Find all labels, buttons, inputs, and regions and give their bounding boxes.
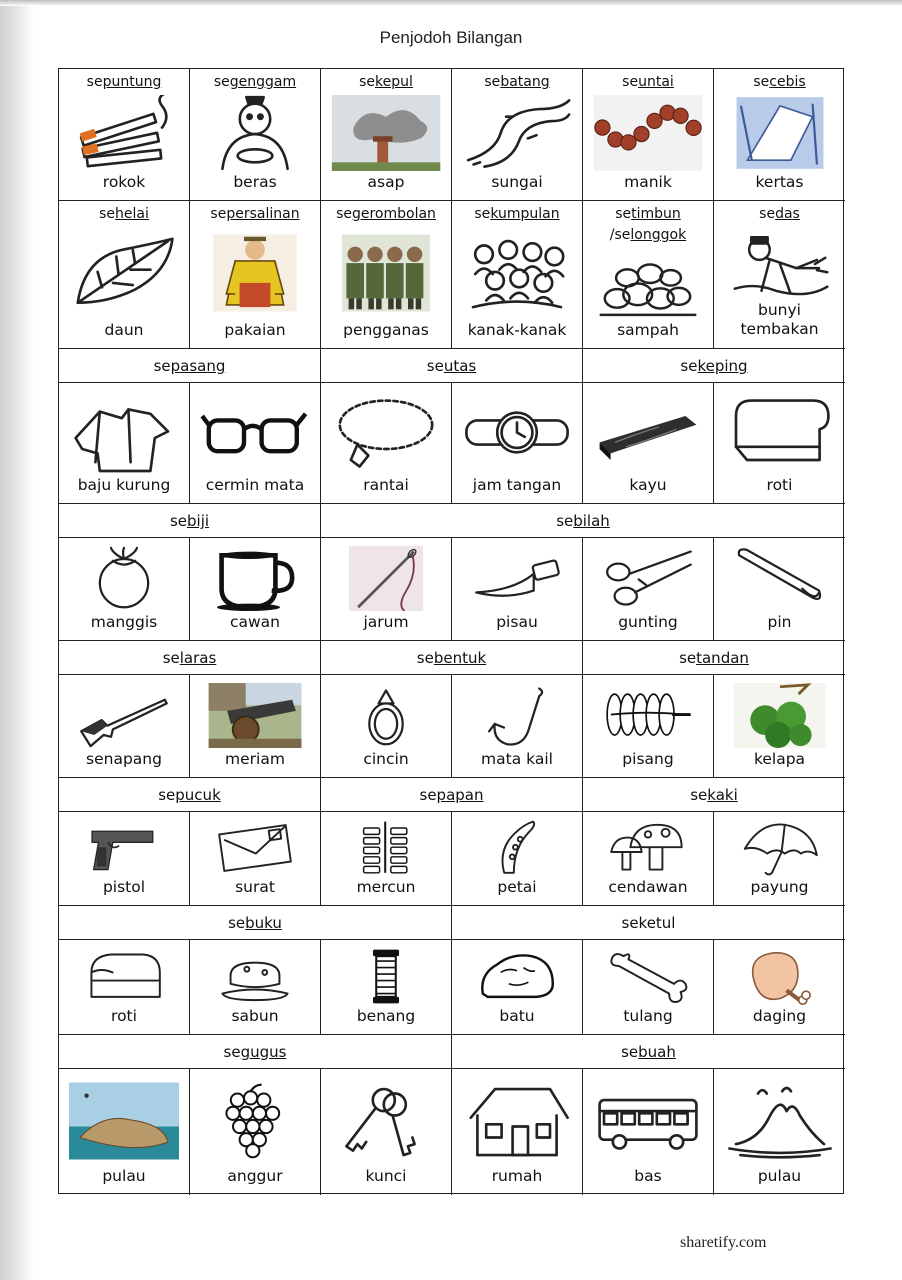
item-cell	[321, 201, 452, 349]
item-cell	[321, 538, 452, 641]
beads-icon	[594, 95, 703, 175]
classifier-table	[58, 68, 844, 1194]
item-word: sabun	[231, 1007, 279, 1025]
item-cell	[190, 69, 321, 201]
classifier-prefix: se	[622, 74, 639, 90]
classifier-header	[59, 504, 321, 538]
cannon-icon	[209, 683, 302, 752]
meat-icon	[739, 948, 820, 1009]
knife-icon	[471, 546, 564, 615]
cup-icon	[209, 546, 302, 615]
classifier-root: bentuk	[433, 649, 487, 667]
classifier-root: persalinan	[226, 206, 300, 222]
item-cell	[59, 812, 190, 906]
item-word: baju kurung	[77, 476, 171, 494]
item-cell	[714, 812, 845, 906]
item-cell	[583, 675, 714, 778]
classifier-prefix: se	[228, 914, 246, 932]
item-cell	[714, 940, 845, 1035]
classifier-root: biji	[187, 512, 210, 530]
petai-icon	[477, 820, 557, 880]
item-cell	[583, 940, 714, 1035]
mangosteen-icon	[78, 546, 171, 615]
classifier-header	[583, 778, 845, 812]
gunfire-icon	[728, 227, 831, 303]
classifier-root: pucuk	[175, 786, 221, 804]
item-cell	[190, 1069, 321, 1195]
classifier-prefix: se	[158, 786, 176, 804]
item-word: beras	[233, 173, 277, 191]
pistol-icon	[84, 820, 164, 880]
watch-icon	[462, 391, 572, 478]
item-word: cermin mata	[205, 476, 305, 494]
item-cell	[583, 1069, 714, 1195]
page-edge-shadow	[0, 0, 34, 1280]
classifier-prefix: se	[556, 512, 574, 530]
classifier-prefix: se	[153, 357, 171, 375]
item-word-line2: tembakan	[740, 319, 819, 338]
classifier-prefix: /se	[609, 227, 631, 243]
item-cell	[321, 383, 452, 504]
item-word: pisang	[622, 750, 674, 768]
item-word: kayu	[629, 476, 667, 494]
classifier-label	[190, 74, 320, 90]
ring-icon	[340, 683, 433, 752]
classifier-prefix: se	[680, 357, 698, 375]
classifier-root: cebis	[769, 74, 806, 90]
item-word: surat	[235, 878, 275, 896]
item-word: tulang	[623, 1007, 673, 1025]
classifier-label	[714, 206, 845, 222]
item-word: kunci	[365, 1167, 407, 1185]
item-cell	[59, 940, 190, 1035]
item-word: pin	[767, 613, 792, 631]
baju-kurung-icon	[69, 391, 179, 478]
envelope-icon	[215, 820, 295, 880]
rice-eater-icon	[201, 95, 310, 175]
classifier-root: keping	[697, 357, 748, 375]
item-word: jam tangan	[472, 476, 562, 494]
classifier-prefix: se	[169, 512, 187, 530]
classifier-label	[714, 74, 845, 90]
item-cell	[714, 538, 845, 641]
item-word: mata kail	[481, 750, 553, 768]
item-word: anggur	[227, 1167, 283, 1185]
item-word: gunting	[618, 613, 678, 631]
classifier-root: kepul	[375, 74, 413, 90]
needle-icon	[340, 546, 433, 615]
item-cell	[190, 812, 321, 906]
classifier-label	[321, 74, 451, 90]
classifier-header	[452, 906, 845, 940]
classifier-root: buku	[245, 914, 282, 932]
item-cell	[59, 538, 190, 641]
item-word: benang	[356, 1007, 416, 1025]
classifier-prefix: se	[759, 206, 776, 222]
classifier-root: pasang	[170, 357, 226, 375]
item-cell	[452, 1069, 583, 1195]
item-cell	[583, 538, 714, 641]
classifier-prefix: se	[223, 1043, 241, 1061]
umbrella-icon	[740, 820, 820, 880]
item-cell	[321, 1069, 452, 1195]
item-word: payung	[750, 878, 809, 896]
gang-icon	[331, 227, 441, 323]
classifier-prefix: se	[690, 786, 708, 804]
scissors-icon	[602, 546, 695, 615]
bread-slice-icon	[725, 391, 835, 478]
item-word: kertas	[755, 173, 804, 191]
classifier-prefix: se	[419, 786, 437, 804]
house-icon	[462, 1077, 572, 1169]
classifier-root: das	[775, 206, 800, 222]
item-word: roti	[111, 1007, 137, 1025]
item-cell	[714, 675, 845, 778]
classifier-root: gugus	[240, 1043, 287, 1061]
bone-icon	[607, 948, 688, 1009]
item-word: pisau	[496, 613, 538, 631]
classifier-prefix: se	[86, 74, 103, 90]
item-word: cincin	[363, 750, 409, 768]
classifier-label	[59, 74, 189, 90]
thread-spool-icon	[345, 948, 426, 1009]
item-cell	[452, 538, 583, 641]
item-cell	[452, 675, 583, 778]
item-cell	[714, 383, 845, 504]
item-word: sungai	[491, 173, 543, 191]
item-cell	[321, 69, 452, 201]
item-word: kelapa	[753, 750, 806, 768]
classifier-root: kumpulan	[490, 206, 560, 222]
paper-scrap-icon	[725, 95, 834, 175]
classifier-label	[583, 206, 713, 222]
item-word: rokok	[102, 173, 146, 191]
item-word: petai	[497, 878, 537, 896]
classifier-root: timbun	[631, 206, 681, 222]
item-cell	[452, 69, 583, 201]
item-word: daun	[104, 321, 144, 339]
item-word: pengganas	[343, 321, 429, 339]
classifier-prefix: se	[162, 649, 180, 667]
item-word: meriam	[225, 750, 285, 768]
item-cell	[190, 201, 321, 349]
smoke-icon	[332, 95, 441, 175]
classifier-root: puntung	[102, 74, 162, 90]
item-cell	[190, 383, 321, 504]
classifier-root: gerombolan	[351, 206, 436, 222]
classifier-prefix: se	[336, 206, 352, 222]
classifier-label	[583, 74, 713, 90]
page-top-shadow	[0, 0, 902, 6]
banana-bunch-icon	[602, 683, 695, 752]
wood-plank-icon	[593, 391, 703, 478]
classifier-root: genggam	[229, 74, 297, 90]
item-cell	[452, 383, 583, 504]
item-cell	[583, 812, 714, 906]
classifier-prefix: se	[484, 74, 501, 90]
item-word: pulau	[757, 1167, 802, 1185]
item-cell	[452, 201, 583, 349]
item-word: mercun	[356, 878, 416, 896]
classifier-root: papan	[436, 786, 484, 804]
classifier-prefix: se	[474, 206, 491, 222]
classifier-header	[59, 641, 321, 675]
classifier-root: buah	[638, 1043, 676, 1061]
classifier-header	[321, 504, 845, 538]
item-cell	[59, 69, 190, 201]
mushroom-icon	[608, 820, 688, 880]
classifier-root: untai	[638, 74, 674, 90]
item-word: pistol	[102, 878, 146, 896]
classifier-prefix: se	[753, 74, 770, 90]
coconut-icon	[733, 683, 826, 752]
classifier-label: seketul	[621, 914, 676, 932]
classifier-label	[190, 206, 320, 222]
classifier-prefix: se	[99, 206, 116, 222]
classifier-root: tandan	[696, 649, 749, 667]
classifier-header	[583, 349, 845, 383]
item-cell	[452, 812, 583, 906]
classifier-prefix: se	[679, 649, 697, 667]
classifier-label-alt	[583, 227, 713, 243]
classifier-prefix: se	[426, 357, 444, 375]
item-word: manik	[624, 173, 672, 191]
glasses-icon	[200, 391, 310, 478]
item-word: cendawan	[608, 878, 688, 896]
item-cell	[714, 201, 845, 349]
classifier-root: bilah	[573, 512, 610, 530]
classifier-root: batang	[500, 74, 550, 90]
classifier-root: helai	[115, 206, 149, 222]
item-word: pakaian	[224, 321, 286, 339]
classifier-root: kaki	[707, 786, 738, 804]
island-photo-icon	[69, 1077, 179, 1169]
item-word: manggis	[90, 613, 158, 631]
item-cell	[59, 383, 190, 504]
item-cell	[59, 675, 190, 778]
item-word: bunyi tembakan	[740, 301, 819, 338]
item-cell	[583, 201, 714, 349]
classifier-label	[321, 206, 451, 222]
classifier-root: laras	[179, 649, 217, 667]
rifle-icon	[78, 683, 171, 752]
classifier-prefix: se	[615, 206, 632, 222]
classifier-header	[321, 641, 583, 675]
classifier-header	[321, 778, 583, 812]
item-word: bas	[634, 1167, 662, 1185]
classifier-label	[452, 206, 582, 222]
item-cell	[321, 812, 452, 906]
item-cell	[452, 940, 583, 1035]
classifier-header	[583, 641, 845, 675]
item-word: jarum	[363, 613, 409, 631]
classifier-header	[59, 1035, 452, 1069]
island-icon	[725, 1077, 835, 1169]
item-cell	[583, 69, 714, 201]
cigarettes-icon	[70, 95, 179, 175]
soap-icon	[214, 948, 295, 1009]
classifier-prefix: se	[213, 74, 230, 90]
item-word: rantai	[363, 476, 409, 494]
classifier-root: utas	[443, 357, 477, 375]
item-cell	[714, 69, 845, 201]
item-cell	[190, 940, 321, 1035]
item-cell	[583, 383, 714, 504]
item-word: daging	[752, 1007, 807, 1025]
classifier-header	[59, 778, 321, 812]
firecracker-icon	[346, 820, 426, 880]
rock-icon	[476, 948, 557, 1009]
page-title: Penjodoh Bilangan	[379, 28, 523, 47]
classifier-root: longgok	[630, 227, 687, 243]
item-word: rumah	[491, 1167, 543, 1185]
classifier-header	[321, 349, 583, 383]
item-word: cawan	[229, 613, 281, 631]
item-cell	[190, 675, 321, 778]
classifier-header	[59, 349, 321, 383]
item-cell	[59, 1069, 190, 1195]
classifier-header	[59, 906, 452, 940]
item-cell	[321, 675, 452, 778]
item-word: asap	[367, 173, 405, 191]
bread-loaf-icon	[83, 948, 164, 1009]
classifier-prefix: se	[621, 1043, 639, 1061]
classifier-prefix: se	[359, 74, 376, 90]
item-word: sampah	[617, 321, 679, 339]
children-icon	[462, 227, 572, 323]
chain-icon	[331, 391, 441, 478]
leaf-icon	[69, 227, 179, 323]
classifier-prefix: se	[416, 649, 434, 667]
item-cell	[190, 538, 321, 641]
grapes-icon	[200, 1077, 310, 1169]
bus-icon	[593, 1077, 703, 1169]
item-cell	[59, 201, 190, 349]
item-word: senapang	[86, 750, 162, 768]
item-word: pulau	[102, 1167, 146, 1185]
item-word: batu	[499, 1007, 535, 1025]
keys-icon	[331, 1077, 441, 1169]
fishhook-icon	[471, 683, 564, 752]
classifier-label	[59, 206, 189, 222]
watermark-footer: sharetify.com	[680, 1234, 767, 1251]
item-word: kanak-kanak	[467, 321, 567, 339]
classifier-prefix: se	[210, 206, 227, 222]
classifier-label	[452, 74, 582, 90]
rubbish-icon	[597, 247, 700, 323]
clothing-icon	[200, 227, 310, 323]
safety-pin-icon	[733, 546, 826, 615]
item-word: roti	[766, 476, 793, 494]
item-cell	[714, 1069, 845, 1195]
river-icon	[463, 95, 572, 175]
classifier-header	[452, 1035, 845, 1069]
item-cell	[321, 940, 452, 1035]
